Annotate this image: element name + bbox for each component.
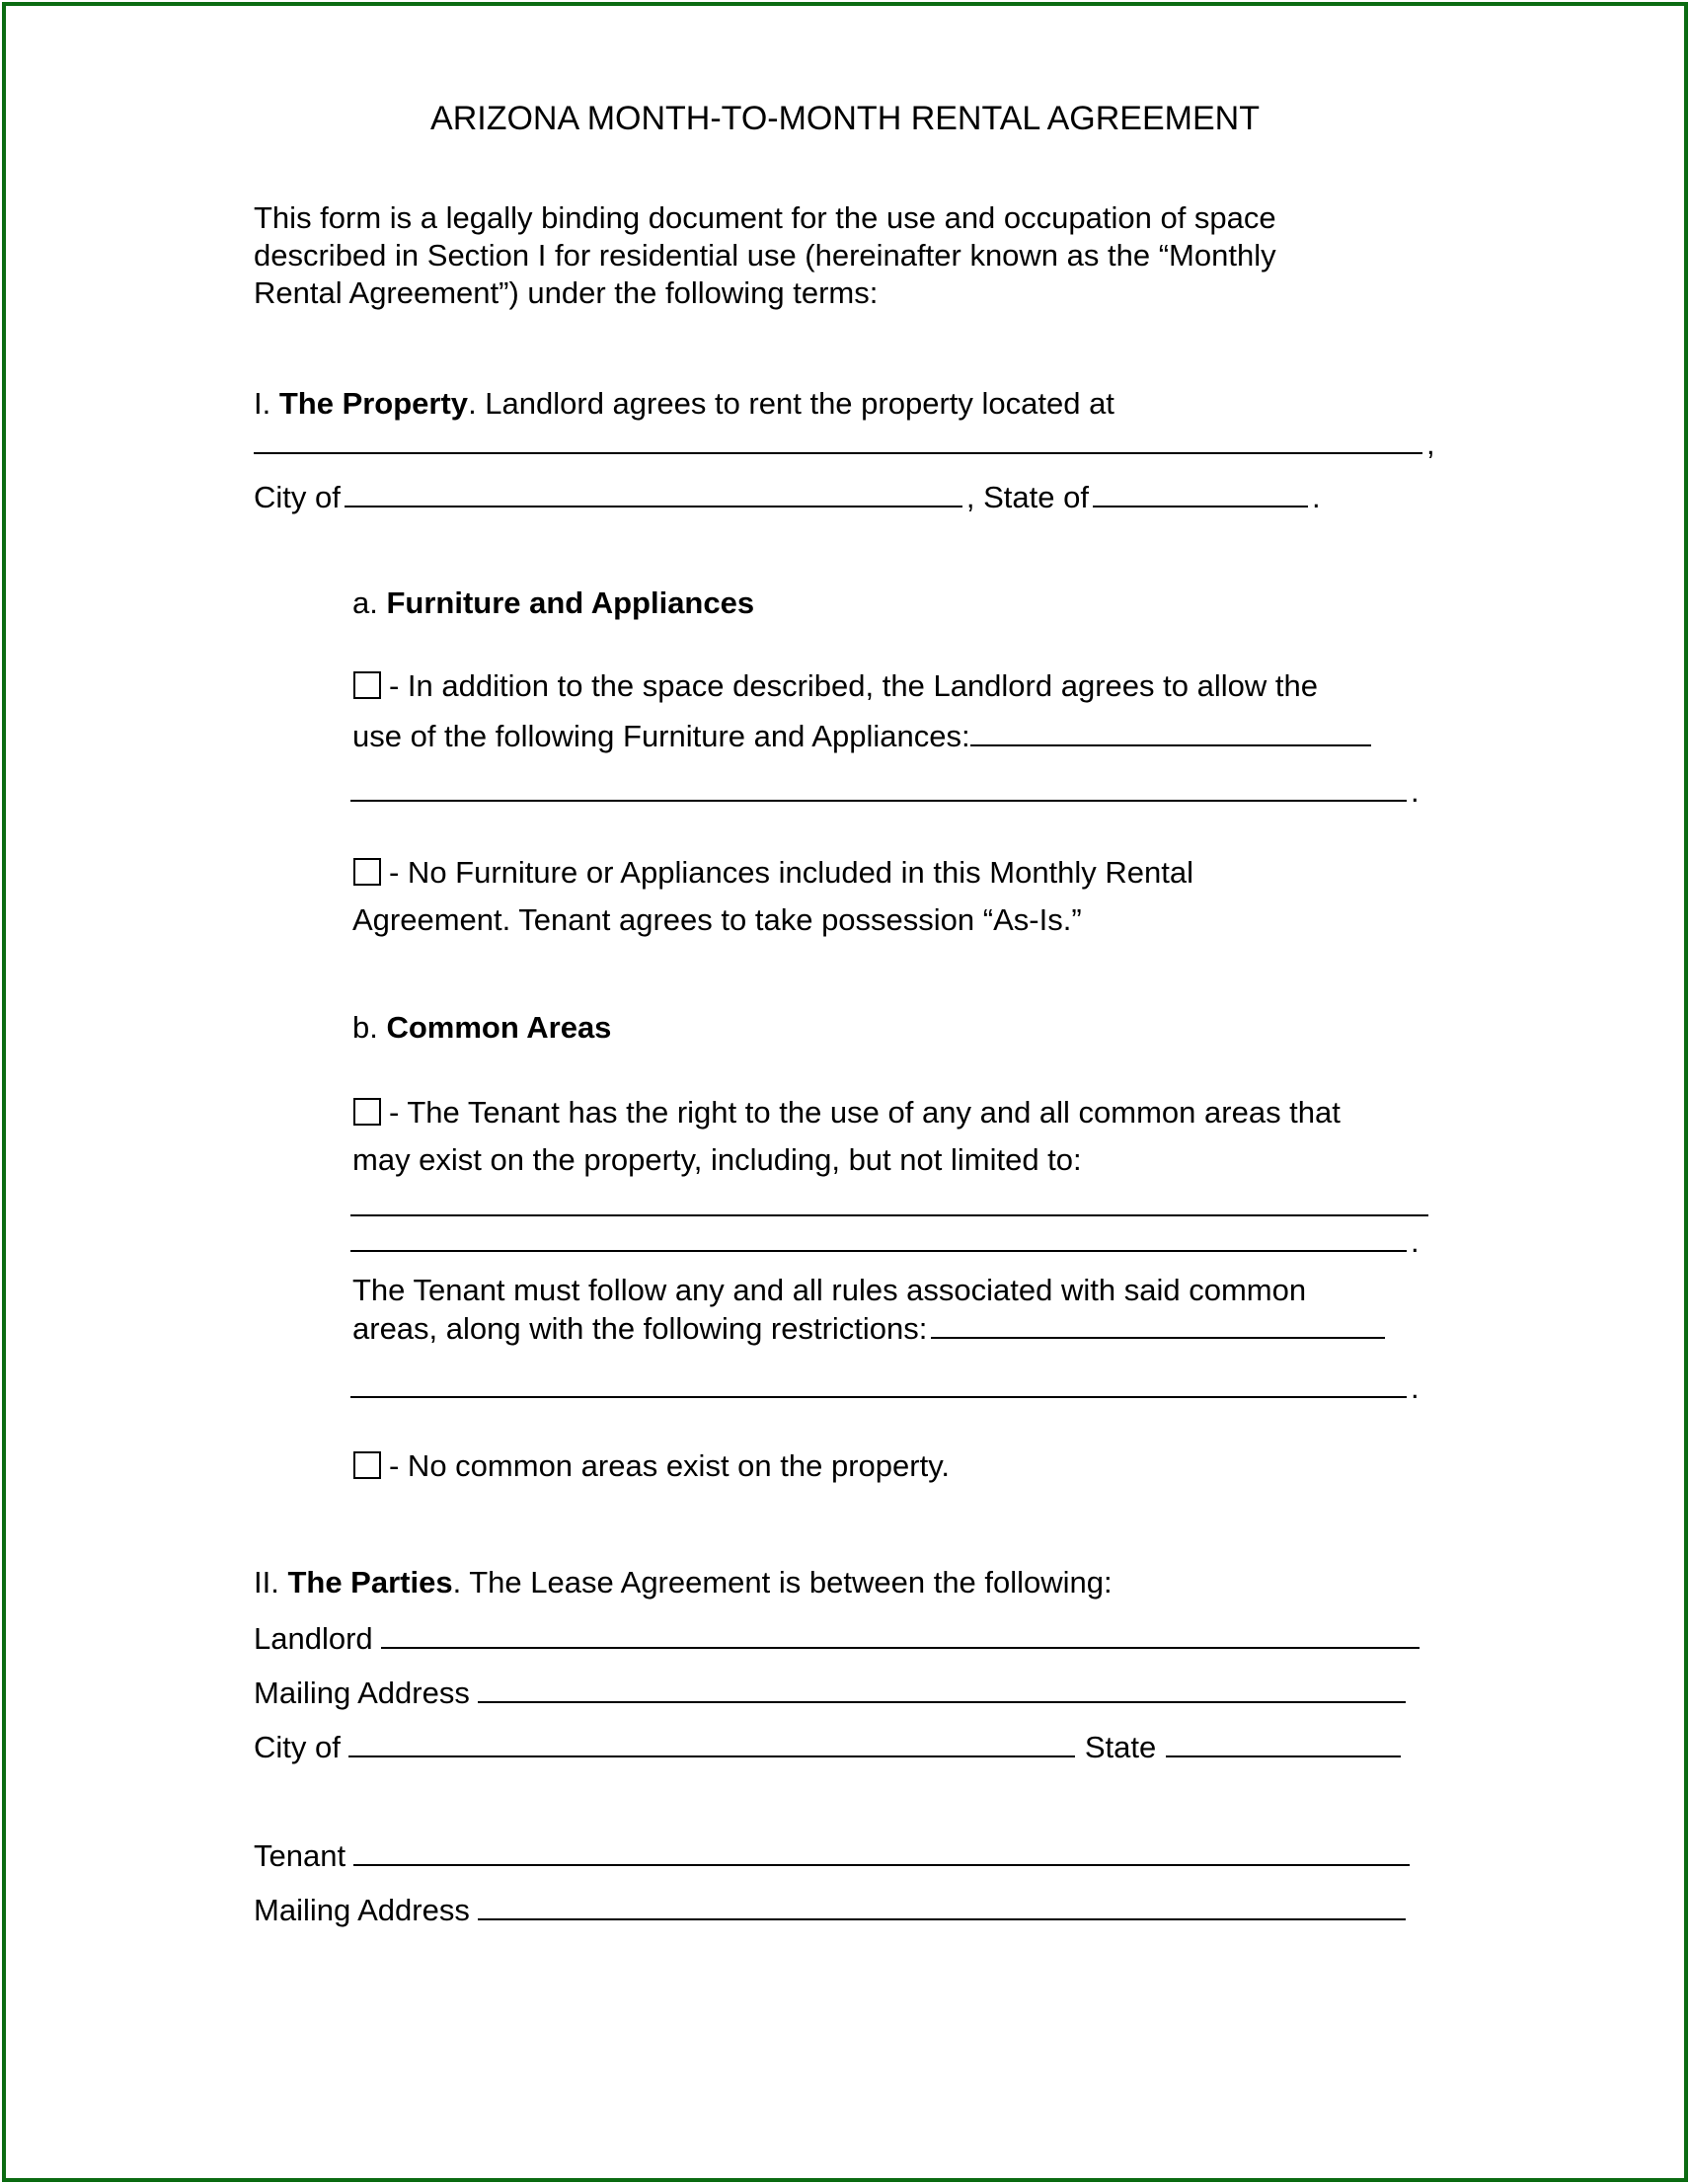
document-title: ARIZONA MONTH-TO-MONTH RENTAL AGREEMENT	[430, 100, 1260, 137]
landlord-row: Landlord	[254, 1617, 1423, 1657]
intro-line-2: described in Section I for residential use (hereinafter known as the “Monthly	[254, 238, 1276, 273]
furniture-option-2-line-2: Agreement. Tenant agrees to take possession “As-Is.”	[352, 902, 1082, 937]
restrictions-field[interactable]	[931, 1307, 1385, 1339]
furniture-list-field-2[interactable]	[350, 770, 1407, 802]
no-furniture-checkbox[interactable]	[353, 858, 381, 886]
landlord-mailing-row: Mailing Address	[254, 1672, 1410, 1711]
common-areas-field-2[interactable]	[350, 1220, 1407, 1252]
landlord-city-state-row: City of State	[254, 1726, 1405, 1765]
furniture-list-field[interactable]	[970, 715, 1371, 746]
furniture-option-1: - In addition to the space described, the Landlord agrees to allow the	[353, 666, 1318, 706]
restrictions-row-2: .	[346, 1366, 1420, 1406]
common-rules-line-1: The Tenant must follow any and all rules associated with said common	[352, 1273, 1307, 1307]
property-address-row: ,	[250, 423, 1435, 462]
furniture-heading: a. Furniture and Appliances	[352, 585, 755, 620]
restrictions-field-2[interactable]	[350, 1366, 1407, 1398]
tenant-mailing-field[interactable]	[478, 1889, 1406, 1920]
no-common-areas-checkbox[interactable]	[353, 1451, 381, 1479]
common-option-2: - No common areas exist on the property.	[353, 1446, 950, 1486]
tenant-mailing-row: Mailing Address	[254, 1889, 1410, 1928]
furniture-list-row-2: .	[346, 770, 1420, 810]
property-city-field[interactable]	[345, 476, 962, 507]
property-address-field[interactable]	[254, 423, 1422, 454]
common-areas-heading: b. Common Areas	[352, 1010, 612, 1045]
intro-line-3: Rental Agreement”) under the following terms:	[254, 275, 879, 310]
property-state-field[interactable]	[1093, 476, 1308, 507]
furniture-included-checkbox[interactable]	[353, 671, 381, 699]
landlord-mailing-field[interactable]	[478, 1672, 1406, 1703]
landlord-field[interactable]	[381, 1617, 1420, 1649]
common-rules-line-2: areas, along with the following restrictions:	[352, 1307, 1389, 1347]
tenant-row: Tenant	[254, 1834, 1414, 1874]
section-2-heading: II. The Parties. The Lease Agreement is between the following:	[254, 1565, 1113, 1599]
tenant-field[interactable]	[353, 1834, 1410, 1866]
common-areas-checkbox[interactable]	[353, 1098, 381, 1126]
common-option-1-line-2: may exist on the property, including, but not limited to:	[352, 1142, 1082, 1177]
landlord-city-field[interactable]	[348, 1726, 1075, 1757]
furniture-option-2: - No Furniture or Appliances included in this Monthly Rental	[353, 853, 1193, 893]
landlord-state-field[interactable]	[1166, 1726, 1401, 1757]
furniture-option-1-line-2: use of the following Furniture and Appliances:	[352, 715, 1375, 754]
common-areas-list-row-1	[346, 1185, 1432, 1224]
section-1-heading: I. The Property. Landlord agrees to rent the property located at	[254, 386, 1114, 421]
common-areas-list-row-2: .	[346, 1220, 1420, 1260]
intro-line-1: This form is a legally binding document for the use and occupation of space	[254, 200, 1276, 235]
common-areas-field-1[interactable]	[350, 1185, 1428, 1216]
city-state-row: City of , State of .	[254, 476, 1321, 515]
common-option-1: - The Tenant has the right to the use of any and all common areas that	[353, 1093, 1341, 1132]
